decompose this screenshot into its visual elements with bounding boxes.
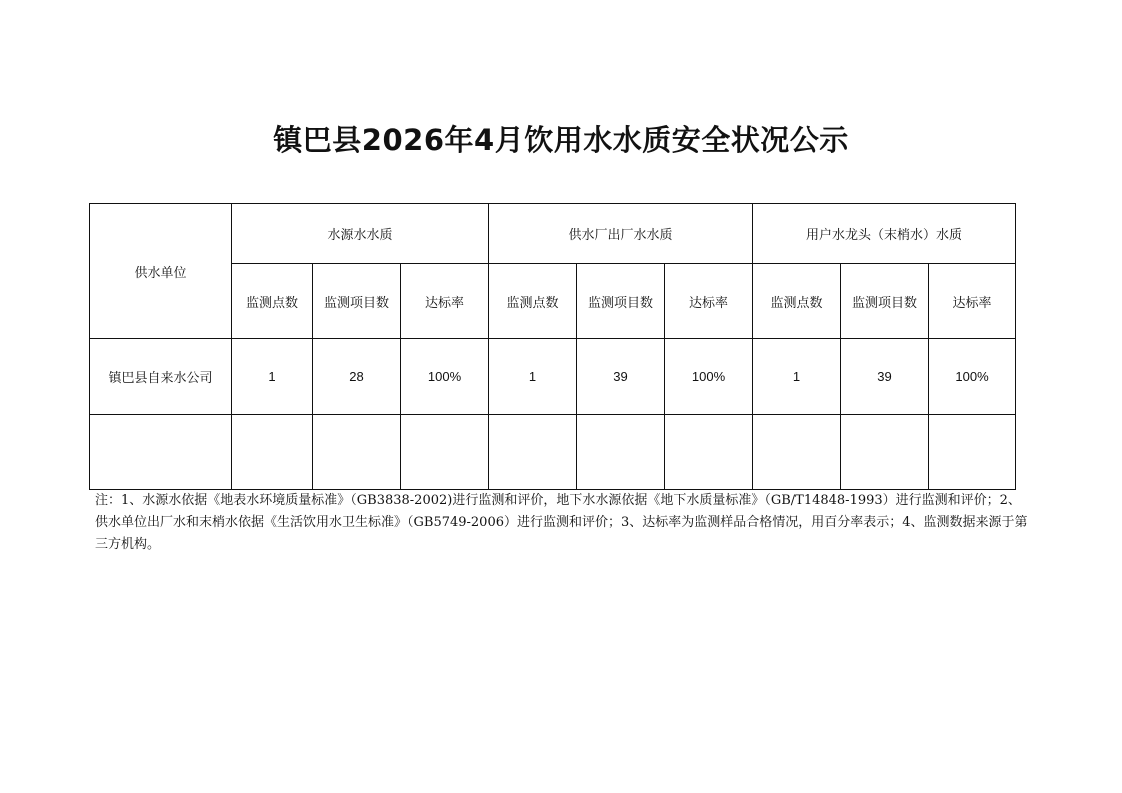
source-points-cell <box>232 415 313 490</box>
group-header-tap: 用户水龙头（末梢水）水质 <box>753 204 1016 264</box>
tap-items-cell <box>841 415 929 490</box>
tap-items-cell: 39 <box>841 339 929 415</box>
source-points-cell: 1 <box>232 339 313 415</box>
sub-header-rate: 达标率 <box>665 264 753 339</box>
plant-points-cell <box>489 415 577 490</box>
footnote: 注：1、水源水依据《地表水环境质量标准》（GB3838-2002)进行监测和评价，地下水水源依据《地下水质量标准》（GB/T14848-1993）进行监测和评价；2、供水单位出厂水和末梢水依据《生活饮用水卫生标准》（GB5749-2006）进行监测和评价；3、达标率为监测样品合格情况，用百分率表示；4、监测数据来源于第三方机构。 <box>95 493 1028 552</box>
plant-rate-cell <box>665 415 753 490</box>
plant-rate-cell: 100% <box>665 339 753 415</box>
page-title: 镇巴县2026年4月饮用水水质安全状况公示 <box>273 123 849 157</box>
unit-name-cell: 镇巴县自来水公司 <box>90 339 232 415</box>
source-items-cell: 28 <box>313 339 401 415</box>
table-row <box>90 415 1016 490</box>
table-row <box>90 339 1016 415</box>
tap-rate-cell: 100% <box>929 339 1016 415</box>
source-rate-cell <box>401 415 489 490</box>
group-header-row <box>90 204 1016 264</box>
source-rate-cell: 100% <box>401 339 489 415</box>
sub-header-items: 监测项目数 <box>577 264 665 339</box>
plant-items-cell: 39 <box>577 339 665 415</box>
water-quality-table <box>89 203 1016 490</box>
source-items-cell <box>313 415 401 490</box>
plant-points-cell: 1 <box>489 339 577 415</box>
group-header-plant: 供水厂出厂水水质 <box>489 204 753 264</box>
sub-header-rate: 达标率 <box>401 264 489 339</box>
sub-header-points: 监测点数 <box>753 264 841 339</box>
plant-items-cell <box>577 415 665 490</box>
unit-header: 供水单位 <box>90 204 232 339</box>
sub-header-points: 监测点数 <box>489 264 577 339</box>
unit-name-cell <box>90 415 232 490</box>
tap-points-cell <box>753 415 841 490</box>
tap-rate-cell <box>929 415 1016 490</box>
sub-header-rate: 达标率 <box>929 264 1016 339</box>
sub-header-points: 监测点数 <box>232 264 313 339</box>
group-header-source: 水源水水质 <box>232 204 489 264</box>
sub-header-items: 监测项目数 <box>841 264 929 339</box>
tap-points-cell: 1 <box>753 339 841 415</box>
sub-header-items: 监测项目数 <box>313 264 401 339</box>
